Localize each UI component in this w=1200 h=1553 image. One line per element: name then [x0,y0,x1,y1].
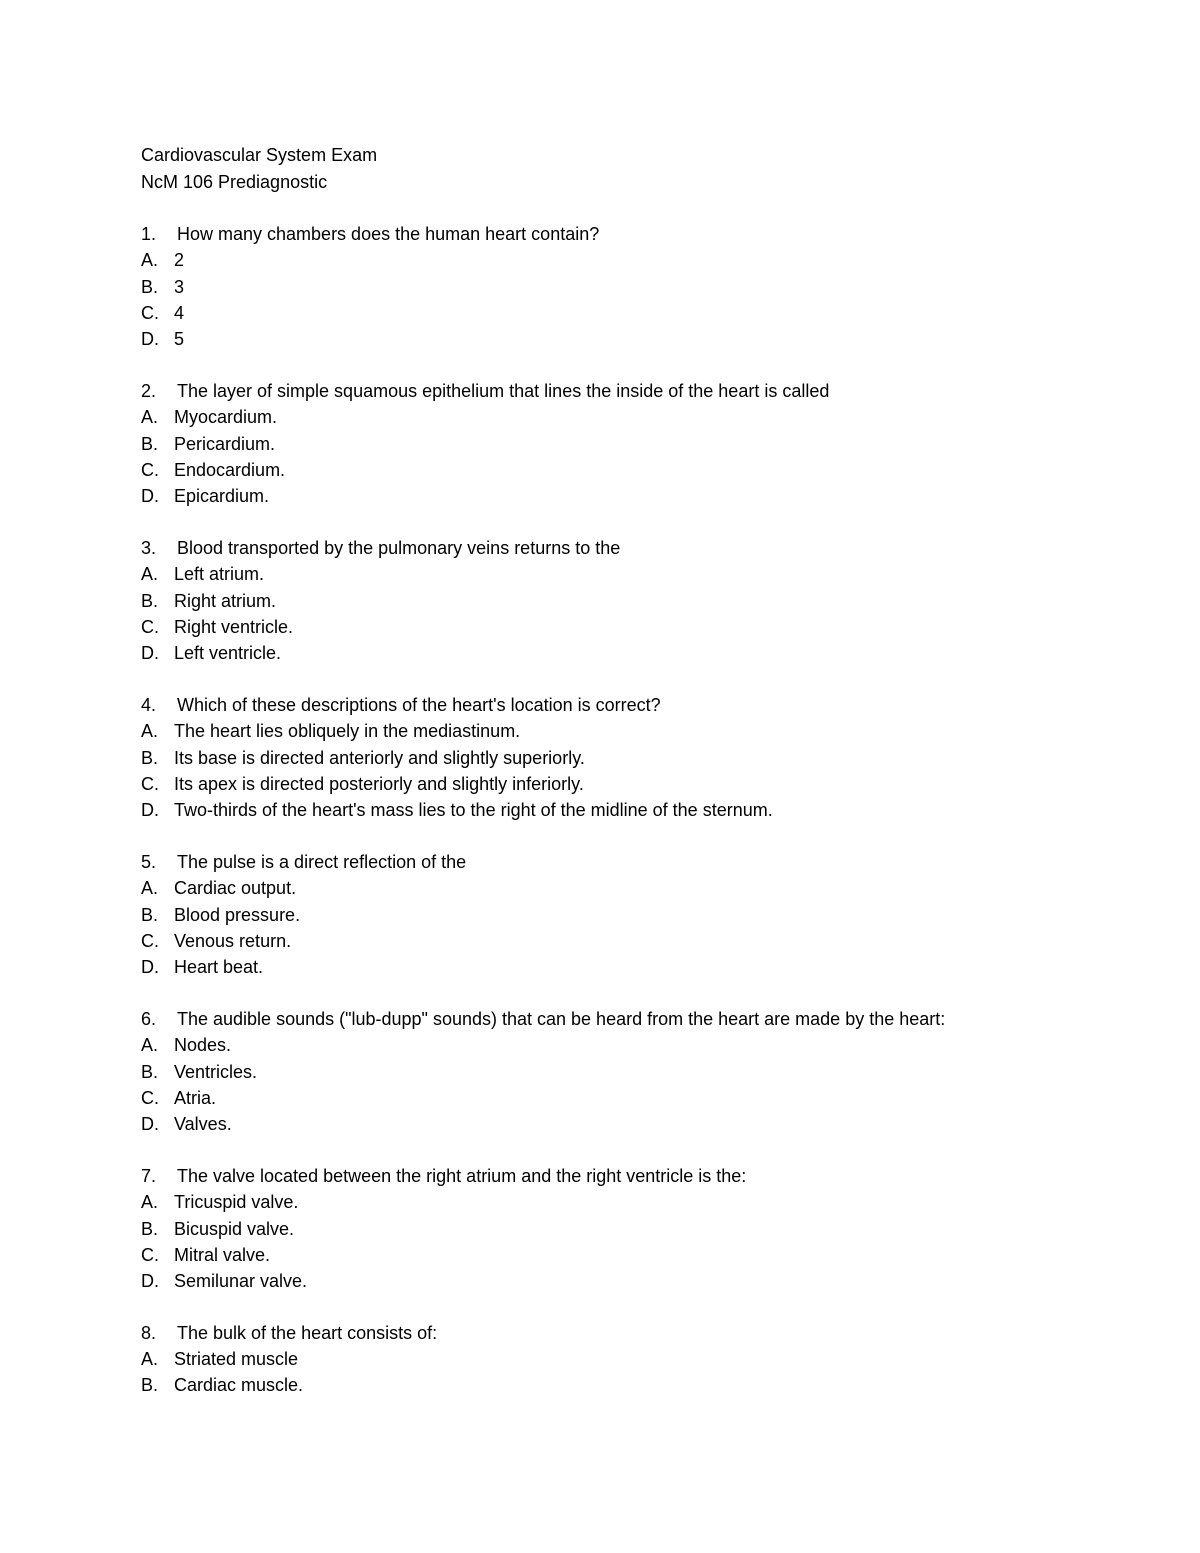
answer-option [141,954,1101,980]
exam-subtitle: NcM 106 Prediagnostic [141,172,328,192]
answer-option [141,1189,1101,1215]
option-text: Nodes. [174,1035,232,1056]
question-text: The valve located between the right atrium and the right ventricle is the: [177,1165,747,1186]
option-letter: B. [141,590,159,611]
question-4 [141,692,1101,823]
option-letter: B. [141,1375,159,1396]
exam-header [141,142,1101,196]
question-text: Which of these descriptions of the heart's location is correct? [177,694,661,715]
answer-option [141,640,1101,666]
question-number: 8. [141,1322,157,1343]
option-text: Right ventricle. [174,616,294,637]
option-letter: A. [141,407,159,428]
question-list [141,221,1101,1399]
question-text: The layer of simple squamous epithelium that lines the inside of the heart is called [177,380,830,401]
question-3 [141,535,1101,666]
answer-option [141,875,1101,901]
option-letter: A. [141,564,159,585]
option-letter: A. [141,250,159,271]
question-number: 2. [141,380,157,401]
option-text: Its apex is directed posteriorly and slightly inferiorly. [174,773,584,794]
option-letter: B. [141,1218,159,1239]
option-letter: D. [141,1114,159,1135]
option-text: Striated muscle [174,1349,299,1370]
option-letter: D. [141,329,159,350]
option-text: Epicardium. [174,486,270,507]
answer-option [141,588,1101,614]
answer-option [141,1372,1101,1398]
answer-option [141,326,1101,352]
option-letter: C. [141,302,159,323]
option-letter: D. [141,643,159,664]
answer-option [141,1268,1101,1294]
question-number: 3. [141,537,157,558]
question-2 [141,378,1101,509]
question-text: Blood transported by the pulmonary veins returns to the [177,537,621,558]
option-text: Atria. [174,1087,217,1108]
answer-option [141,1346,1101,1372]
answer-option [141,457,1101,483]
option-letter: A. [141,1192,159,1213]
option-text: Right atrium. [174,590,277,611]
option-letter: C. [141,1087,159,1108]
question-number: 1. [141,224,157,244]
question-stem [141,692,1101,718]
option-letter: A. [141,1035,159,1056]
answer-option [141,928,1101,954]
answer-option [141,431,1101,457]
question-number: 7. [141,1165,157,1186]
option-text: 5 [174,329,185,350]
exam-page [141,142,1101,1424]
answer-option [141,745,1101,771]
answer-option [141,1216,1101,1242]
answer-option [141,1059,1101,1085]
option-letter: A. [141,878,159,899]
option-letter: B. [141,747,159,768]
option-letter: D. [141,957,159,978]
question-text: The audible sounds ("lub-dupp" sounds) that can be heard from the heart are made by the heart: [177,1008,946,1029]
question-5 [141,849,1101,980]
option-text: Left atrium. [174,564,265,585]
option-text: Endocardium. [174,459,286,480]
option-text: 3 [174,276,185,297]
option-letter: C. [141,1244,159,1265]
answer-option [141,902,1101,928]
option-text: Heart beat. [174,957,264,978]
question-stem [141,1320,1101,1346]
option-text: Left ventricle. [174,643,282,664]
answer-option [141,300,1101,326]
answer-option [141,797,1101,823]
option-letter: D. [141,486,159,507]
question-7 [141,1163,1101,1294]
option-text: Tricuspid valve. [174,1192,299,1213]
question-number: 5. [141,851,157,872]
question-number: 6. [141,1008,157,1029]
answer-option [141,771,1101,797]
answer-option [141,1032,1101,1058]
answer-option [141,561,1101,587]
answer-option [141,404,1101,430]
option-text: The heart lies obliquely in the mediastinum. [174,721,521,742]
option-letter: C. [141,459,159,480]
option-text: 4 [174,302,185,323]
answer-option [141,274,1101,300]
question-stem [141,1006,1101,1032]
answer-option [141,1111,1101,1137]
option-letter: C. [141,773,159,794]
question-stem [141,1163,1101,1189]
option-letter: C. [141,930,159,951]
question-1 [141,221,1101,352]
question-6 [141,1006,1101,1137]
answer-option [141,718,1101,744]
answer-option [141,1085,1101,1111]
option-letter: A. [141,1349,159,1370]
question-number: 4. [141,694,157,715]
question-stem [141,221,1101,247]
exam-title: Cardiovascular System Exam [141,145,378,165]
answer-option [141,483,1101,509]
question-text: How many chambers does the human heart contain? [177,224,600,244]
answer-option [141,1242,1101,1268]
option-text: Cardiac output. [174,878,297,899]
option-letter: A. [141,721,159,742]
option-text: Bicuspid valve. [174,1218,295,1239]
option-text: Its base is directed anteriorly and slightly superiorly. [174,747,585,768]
option-text: Two-thirds of the heart's mass lies to the right of the midline of the sternum. [174,800,773,821]
option-letter: B. [141,276,159,297]
option-letter: B. [141,433,159,454]
question-stem [141,849,1101,875]
question-stem [141,535,1101,561]
question-text: The pulse is a direct reflection of the [177,851,467,872]
option-text: Valves. [174,1114,232,1135]
option-text: Myocardium. [174,407,278,428]
option-text: Blood pressure. [174,904,301,925]
question-text: The bulk of the heart consists of: [177,1322,438,1343]
option-letter: B. [141,1061,159,1082]
answer-option [141,614,1101,640]
option-text: Mitral valve. [174,1244,271,1265]
option-text: Venous return. [174,930,292,951]
option-text: Semilunar valve. [174,1271,308,1292]
option-text: Cardiac muscle. [174,1375,304,1396]
option-letter: D. [141,1271,159,1292]
answer-option [141,247,1101,273]
option-text: Pericardium. [174,433,276,454]
option-letter: B. [141,904,159,925]
option-text: 2 [174,250,185,271]
option-letter: D. [141,800,159,821]
question-8 [141,1320,1101,1399]
question-stem [141,378,1101,404]
option-text: Ventricles. [174,1061,258,1082]
option-letter: C. [141,616,159,637]
